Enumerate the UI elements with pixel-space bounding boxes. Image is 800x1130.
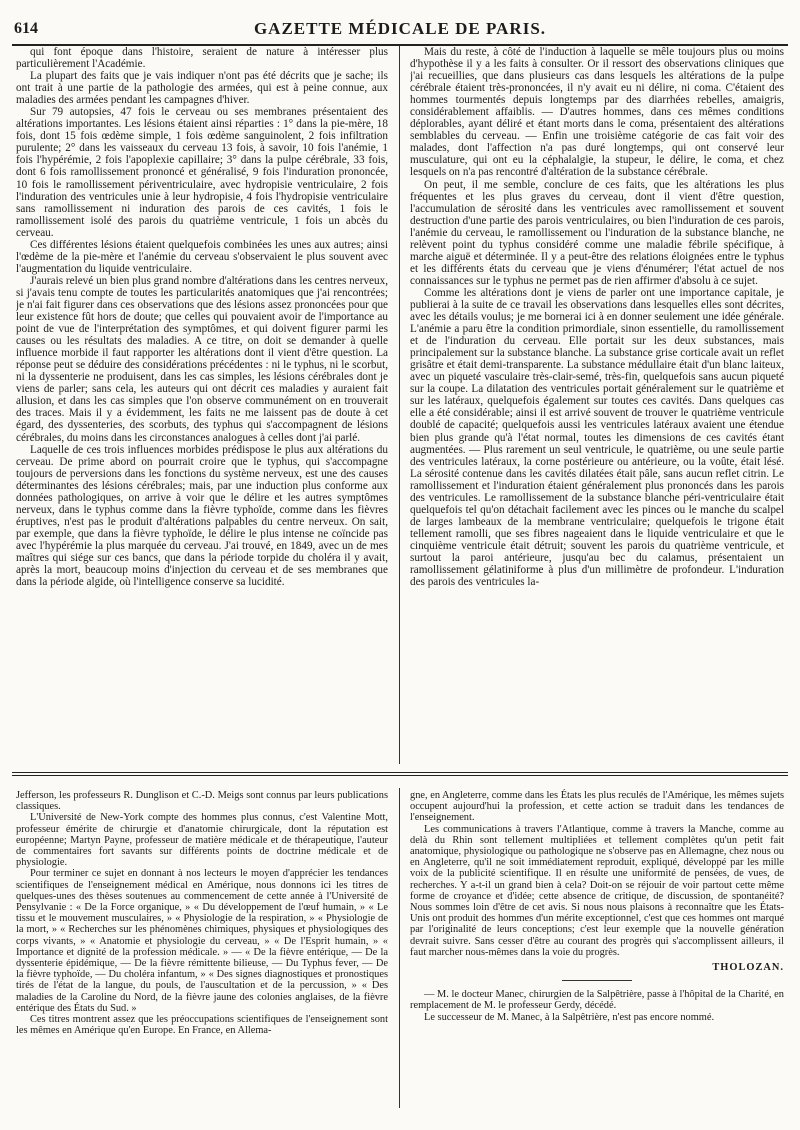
- paragraph: Mais du reste, à côté de l'induction à laquelle se mêle toujours plus ou moins d'hypothèse il y a les faits à consulter. Or il ressort des observations cliniques que j'ai recueillies, que dans plusieurs cas dans lesquels les altérations de la pulpe cérébrale étaient très-prononcées, il n'y avait eu ni délire, ni coma. C'étaient des hommes tourmentés depuis longtemps par des diarrhées rebelles, amaigris, considérablement affaiblis. — D'autres hommes, dans ces mêmes conditions déplorables, ayant déliré et étant morts dans le coma, présentaient des altérations semblables du cerveau. — Enfin une troisième catégorie de cas fait voir des malades, dont l'affection n'a pas duré longtemps, qui ont conservé leur musculature, qui ont eu la céphalalgie, la stupeur, le délire, le coma, et chez lesquels on n'a pas rencontré d'altération de la substance cérébrale.: [410, 46, 784, 179]
- page-number: 614: [14, 20, 38, 37]
- notice-divider: [562, 980, 632, 981]
- article-column-right: [410, 46, 784, 764]
- paragraph: gne, en Angleterre, comme dans les États les plus reculés de l'Amérique, les mêmes sujets occupent aujourd'hui la profession, et cette action se traduit dans les tendances de l'enseignement.: [410, 790, 784, 824]
- paragraph: Jefferson, les professeurs R. Dunglison et C.-D. Meigs sont connus par leurs publications classiques.: [16, 790, 388, 813]
- paragraph: Les communications à travers l'Atlantique, comme à travers la Manche, comme au delà du Rhin sont tellement multipliées et tellement complètes qu'un petit fait anatomique, physiologique ou pathologique ne s'observe pas en Allemagne, chez nous ou en Angleterre, qu'il ne soit immédiatement reproduit, expliqué, développé par les mille voix de la publicité scientifique. Il en résulte une uniformité de pensées, de vues, de recherches. Y a-t-il un grand bien à cela? Doit-on se réjouir de voir partout cette même forme de croyance et d'idée; cette absence de critique, de discussion, de spontanéité? Nous sommes loin d'être de cet avis. Si nous nous plaisons à reconnaître que les États-Unis ont produit des hommes d'un mérite exceptionnel, c'est que ces hommes ont marqué par l'originalité de leurs conceptions; c'est leur exemple que la nouvelle génération devrait suivre. Sans cesser d'être au courant des progrès qui s'accomplissent ailleurs, il faut marcher nous-mêmes dans la voie du progrès.: [410, 823, 784, 958]
- correspondence-column-left: [16, 790, 388, 1036]
- column-divider: [399, 46, 400, 764]
- journal-title: GAZETTE MÉDICALE DE PARIS.: [253, 19, 547, 38]
- paragraph: Ces titres montrent assez que les préoccupations scientifiques de l'enseignement sont les mêmes en Amérique qu'en Europe. En France, en Allema-: [16, 1014, 388, 1037]
- paragraph: Laquelle de ces trois influences morbides prédispose le plus aux altérations du cerveau. De prime abord on pourrait croire que le typhus, qui s'accompagne toujours de perversions dans les fonctions du système nerveux, est une des causes déterminantes des lésions cérébrales; mais, par une induction plus conforme aux données pathologiques, on arrive à voir que le délire et les autres symptômes nerveux, dans le typhus comme dans la fièvre typhoïde, comme dans les fièvres éruptives, n'est pas le produit d'altérations palpables du centre nerveux. On sait, par exemple, que dans la fièvre typhoïde, le délire le plus intense ne coïncide pas avec l'hypérémie la plus marquée du cerveau. J'ai trouvé, en 1849, avec un de mes maîtres qui siége sur ces bancs, que dans la période torpide du choléra il y avait, après la mort, beaucoup moins d'injection du cerveau et de ses membranes que dans la période algide, où l'intelligence conserve sa lucidité.: [16, 443, 388, 589]
- correspondence-column-right: [410, 790, 784, 1023]
- paragraph: L'Université de New-York compte des hommes plus connus, c'est Valentine Mott, professeur émérite de chirurgie et d'anatomie chirurgicale, dont la réputation est européenne; Martyn Payne, professeur de matière médicale et de thérapeutique, l'auteur de commentaires fort savants sur différents points de doctrine médicale et de physiologie.: [16, 812, 388, 869]
- paragraph: J'aurais relevé un bien plus grand nombre d'altérations dans les centres nerveux, si j'avais tenu compte de toutes les particularités anatomiques que j'ai rencontrées; je n'ai fait figurer dans ces observations que des lésions assez prononcées pour que leur existence fût hors de doute; que celles qui pouvaient avoir de l'importance au point de vue de l'interprétation des symptômes, et qui doivent figurer parmi les causes ou les résultats des maladies. A ce titre, on doit se demander à quelle influence morbide il faut rapporter les altérations dont il vient d'être question. La réponse peut se déduire des considérations précédentes : ni le typhus, ni le scorbut, ni la dyssenterie ne produisent, dans les cas simples, les lésions cérébrales dont je viens de parler; sans cela, les auteurs qui ont décrit ces maladies y auraient fait allusion, et dans les cas simples que l'on observe communément on en trouverait des traces. Mais il y a évidemment, les faits ne me laissent pas de doute à cet égard, des dyssenteries, des scorbuts, des typhus qui s'accompagnent de lésions cérébrales, du moins dans les circonstances analogues à celles dont j'ai parlé.: [16, 274, 388, 444]
- paragraph: On peut, il me semble, conclure de ces faits, que les altérations les plus fréquentes et les plus graves du cerveau, dont il vient d'être question, l'accumulation de sérosité dans les ventricules avec ramollissement et souvent destruction d'une partie des parois ventriculaires, ou bien l'induration de ces parois, l'anémie du cerveau, le ramollissement ou l'induration de la substance blanche, ne relèvent point du typhus considéré comme une maladie fébrile spécifique, à marche aiguë et déterminée. Il y a peut-être des relations éloignées entre le typhus et les différents états du cerveau que je viens d'énumérer; l'état actuel de nos connaissances sur le typhus ne permet pas de rien affirmer d'absolu à ce sujet.: [410, 178, 784, 287]
- paragraph: Comme les altérations dont je viens de parler ont une importance capitale, je publierai à la suite de ce travail les observations dans lesquelles elles sont décrites, avec les détails voulus; je me bornerai ici à en donner seulement une idée générale. L'anémie a paru être la condition primordiale, sinon essentielle, du ramollissement et de l'induration du cerveau. Elle portait sur les deux substances, mais principalement sur la substance blanche. La substance grise corticale avait un reflet grisâtre et était demi-transparente. La substance médullaire était d'un blanc laiteux, avec un piqueté vasculaire très-clair-semé, très-fin, quelquefois sans aucun piqueté sur la coupe. La dilatation des ventricules portait généralement sur le quatrième et sur les latéraux, quelquefois également sur toutes ces cavités. Dans quelques cas elle a été considérable; ainsi il est arrivé souvent de trouver le quatrième ventricule doublé de capacité; quelquefois aussi les ventricules latéraux avaient une étendue bien plus grande qu'à l'état normal, toutes les dimensions de ces cavités étant augmentées. — Plus rarement un seul ventricule, le quatrième, ou une seule partie des ventricules latéraux, la corne postérieure ou antérieure, ou la voûte, était lésé. La sérosité contenue dans les cavités dilatées était pâle, sans aucun reflet citrin. Le ramollissement et l'induration étaient généralement plus prononcés dans les parois des ventricules. Le ramollissement de la substance blanche péri-ventriculaire était quelquefois tel qu'on détachait facilement avec les pinces ou le manche du scalpel de larges lambeaux de la membrane ventriculaire; quelquefois le trigone était tellement ramolli, que ses fibres nageaient dans le liquide ventriculaire et que le cinquième ventricule était détruit; souvent les parois du quatrième ventricule, et surtout la paroi antérieure, jusqu'au bec du calamus, présentaient un ramollissement gélatiniforme à plus d'un millimètre de profondeur. L'induration des parois des ventricules la-: [410, 286, 784, 589]
- page-header: [12, 14, 788, 46]
- paragraph: Ces différentes lésions étaient quelquefois combinées les unes aux autres; ainsi l'œdème de la pie-mère et l'anémie du cerveau s'observaient le plus souvent avec l'augmentation du liquide ventriculaire.: [16, 238, 388, 275]
- notice: — M. le docteur Manec, chirurgien de la Salpêtrière, passe à l'hôpital de la Charité, en remplacement de M. le professeur Gerdy, décédé.: [410, 989, 784, 1012]
- section-divider-double: [12, 775, 788, 776]
- section-divider: [12, 772, 788, 773]
- paragraph: qui font époque dans l'histoire, seraient de nature à intéresser plus particulièrement l'Académie.: [16, 46, 388, 71]
- paragraph: Sur 79 autopsies, 47 fois le cerveau ou ses membranes présentaient des altérations importantes. Les lésions étaient ainsi réparties : 1° dans la pie-mère, 18 fois, dont 15 fois œdème simple, 1 fois œdème sanguinolent, 2 fois infiltration purulente; 2° dans les vaisseaux du cerveau 13 fois, à savoir, 10 fois l'anémie, 1 fois l'hypérémie, 2 fois l'apoplexie capillaire; 3° dans la pulpe cérébrale, 33 fois, dont 6 fois ramollissement prononcé et généralisé, 9 fois l'induration prononcée, 10 fois le ramollissement périventriculaire, avec hydropisie ventriculaire, 2 fois l'induration des ventricules unie à leur hydropisie, 4 fois l'hydropisie ventriculaire sans ramollissement ni induration des parois de ces cavités, 1 fois le ramollissement isolé des parois du quatrième ventricule, 1 fois un abcès du cerveau.: [16, 106, 388, 239]
- notice: Le successeur de M. Manec, à la Salpêtrière, n'est pas encore nommé.: [424, 1011, 715, 1023]
- paragraph: La plupart des faits que je vais indiquer n'ont pas été décrits que je sache; ils ont trait à une partie de la pathologie des armées, qui est à peine connue, aux maladies des armées pendant les campagnes d'hiver.: [16, 70, 388, 107]
- article-column-left: [16, 46, 388, 764]
- column-divider-lower: [399, 788, 400, 1108]
- author-signature: THOLOZAN.: [712, 962, 784, 974]
- paragraph: Pour terminer ce sujet en donnant à nos lecteurs le moyen d'apprécier les tendances scientifiques de l'enseignement médical en Amérique, nous donnons ici les titres de quelques-unes des thèses soutenues au commencement de cette année à l'Université de Pensylvanie : « De la Force organique, » « Du développement de l'œuf humain, » « Le tissu et le mouvement musculaires, » « Physiologie de la respiration, » « Physiologie de la mort, » « Recherches sur les phénomènes chimiques, physiques et physiologiques des corps vivants, » « Anatomie et physiologie du cerveau, » « De l'Esprit humain, » « Importance et dignité de la profession médicale. » — « De la fièvre entérique, — De la dyssenterie épidémique, — De la fièvre rémittente bilieuse, — Du Typhus fever, — De la fièvre typhoïde, — Du choléra infantum, » « Des signes diagnostiques et pronostiques tirés de l'état de la langue, du pouls, de l'auscultation et de la percussion, » « Des maladies de la Caroline du Nord, de la fièvre jaune des colonies anglaises, de la fièvre entérique des États du Sud. »: [16, 868, 388, 1014]
